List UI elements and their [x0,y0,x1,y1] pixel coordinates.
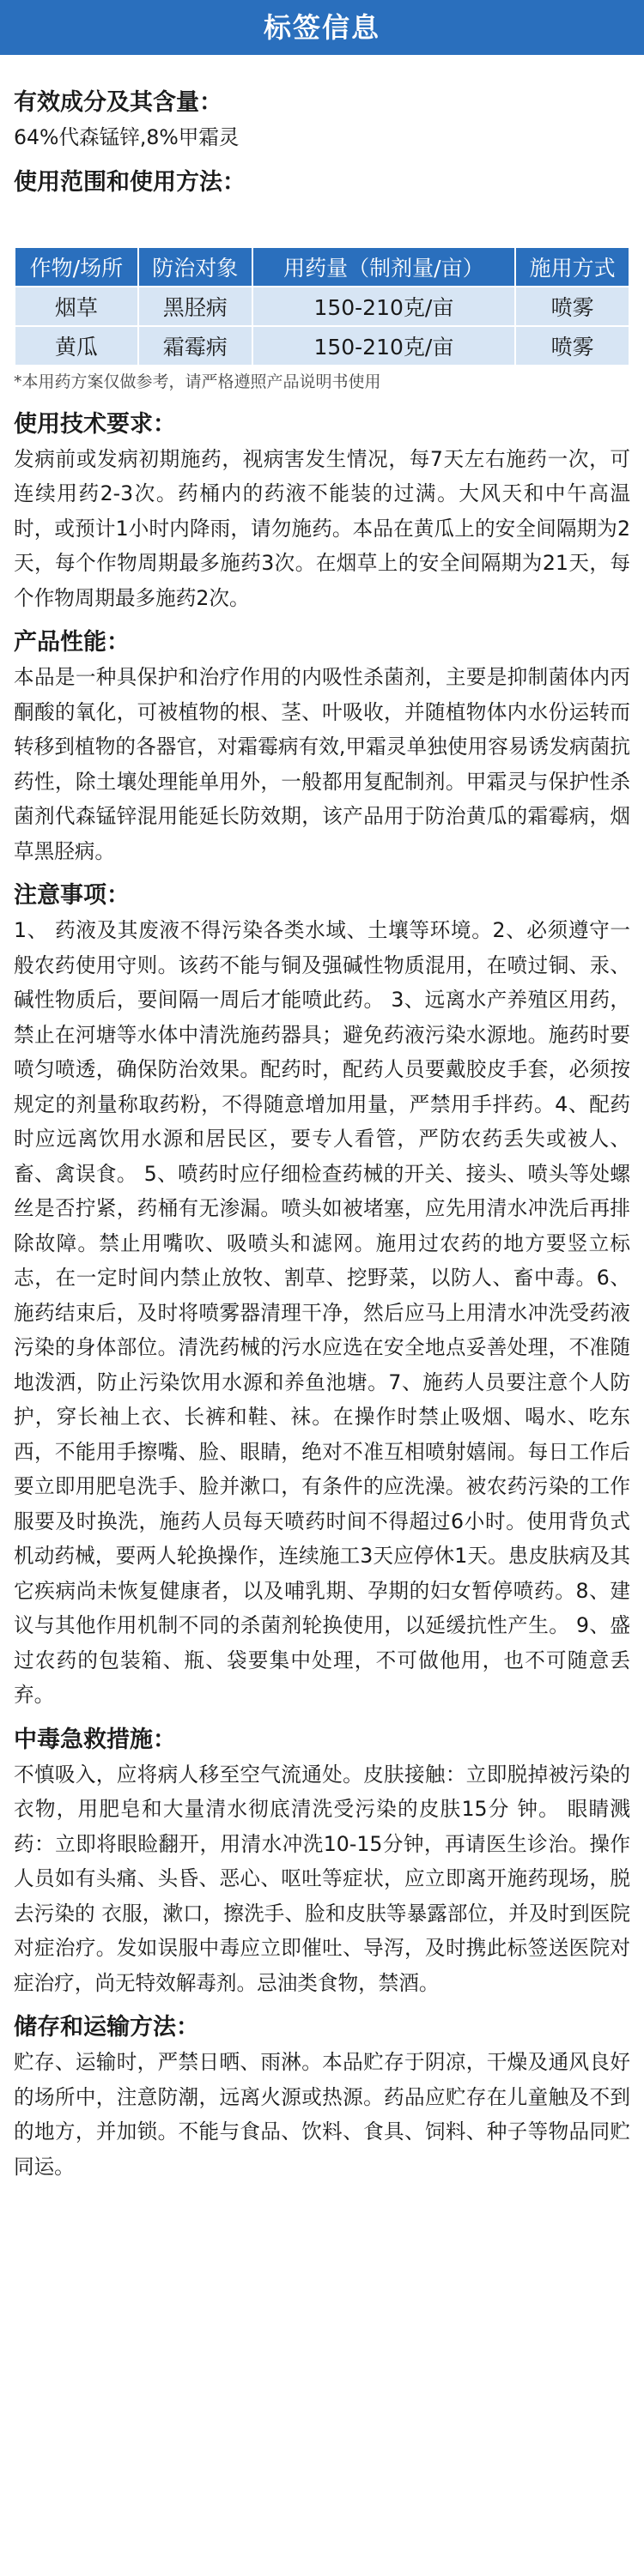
precautions-text: 1、 药液及其废液不得污染各类水域、土壤等环境。2、必须遵守一般农药使用守则。该药不能与铜及强碱性物质混用，在喷过铜、汞、碱性物质后，要间隔一周后才能喷此药。 3、远离水产养殖区用药，禁止在河塘等水体中清洗施药器具；避免药液污染水源地。施药时要喷匀喷透，确保防治效果。配药时，配药人员要戴胶皮手套，必须按规定的剂量称取药粉，不得随意增加用量，严禁用手拌药。4、配药时应远离饮用水源和居民区，要专人看管，严防农药丢失或被人、畜、禽误食。 5、喷药时应仔细检查药械的开关、接头、喷头等处螺丝是否拧紧，药桶有无渗漏。喷头如被堵塞，应先用清水冲洗后再排除故障。禁止用嘴吹、吸喷头和滤网。施用过农药的地方要竖立标志，在一定时间内禁止放牧、割草、挖野菜，以防人、畜中毒。6、施药结束后，及时将喷雾器清理干净，然后应马上用清水冲洗受药液污染的身体部位。清洗药械的污水应选在安全地点妥善处理，不准随地泼洒，防止污染饮用水源和养鱼池塘。7、施药人员要注意个人防护，穿长袖上衣、长裤和鞋、袜。在操作时禁止吸烟、喝水、吃东西，不能用手擦嘴、脸、眼睛，绝对不准互相喷射嬉闹。每日工作后要立即用肥皂洗手、脸并漱口，有条件的应洗澡。被农药污染的工作服要及时换洗，施药人员每天喷药时间不得超过6小时。使用背负式机动药械，要两人轮换操作，连续施工3天应停休1天。患皮肤病及其它疾病尚未恢复健康者，以及哺乳期、孕期的妇女暂停喷药。8、建议与其他作用机制不同的杀菌剂轮换使用，以延缓抗性产生。 9、盛过农药的包装箱、瓶、袋要集中处理，不可做他用，也不可随意丢弃。 [14,918,630,1707]
page-title: 标签信息 [263,11,380,44]
usage-table-header-row [15,247,629,287]
technique-text: 发病前或发病初期施药，视病害发生情况，每7天左右施药一次，可连续用药2-3次。药桶内的药液不能装的过满。大风天和中午高温时，或预计1小时内降雨，请勿施药。本品在黄瓜上的安全间隔期为2天，每个作物周期最多施药3次。在烟草上的安全间隔期为21天，每个作物周期最多施药2次。 [14,446,630,610]
table-cell-target: 黑胫病 [138,287,252,326]
table-row [15,287,629,326]
first-aid-heading: 中毒急救措施： [14,1726,176,1753]
performance-heading: 产品性能： [14,629,130,656]
column-header-target: 防治对象 [138,247,252,287]
label-content [0,55,644,2184]
table-cell-crop: 烟草 [15,287,138,326]
column-header-dosage: 用药量（制剂量/亩） [252,247,516,287]
usage-heading: 使用范围和使用方法： [14,168,246,196]
column-header-method: 施用方式 [515,247,629,287]
storage-heading: 储存和运输方法： [14,2014,199,2041]
table-cell-crop: 黄瓜 [15,326,138,366]
performance-text: 本品是一种具保护和治疗作用的内吸性杀菌剂，主要是抑制菌体内丙酮酸的氧化，可被植物的根、茎、叶吸收，并随植物体内水份运转而转移到植物的各器官，对霜霉病有效,甲霜灵单独使用容易诱发病菌抗药性，除土壤处理能单用外，一般都用复配制剂。甲霜灵与保护性杀菌剂代森锰锌混用能延长防效期，该产品用于防治黄瓜的霜霉病，烟草黑胫病。 [14,665,630,863]
precautions-heading: 注意事项： [14,882,130,909]
table-cell-dosage: 150-210克/亩 [252,326,516,366]
column-header-crop: 作物/场所 [15,247,138,287]
technique-heading: 使用技术要求： [14,410,176,438]
storage-text: 贮存、运输时，严禁日晒、雨淋。本品贮存于阴凉，干燥及通风良好的场所中，注意防潮，远离火源或热源。药品应贮存在儿童触及不到的地方，并加锁。不能与食品、饮料、食具、饲料、种子等物品同贮同运。 [14,2050,630,2179]
ingredients-heading: 有效成分及其含量： [14,89,222,116]
table-cell-dosage: 150-210克/亩 [252,287,516,326]
first-aid-text: 不慎吸入，应将病人移至空气流通处。皮肤接触：立即脱掉被污染的衣物，用肥皂和大量清水彻底清洗受污染的皮肤15分 钟。 眼睛溅药：立即将眼睑翻开，用清水冲洗10-15分钟，再请医生诊治。操作人员如有头痛、头昏、恶心、呕吐等症状，应立即离开施药现场，脱去污染的 衣服，漱口，擦洗手、脸和皮肤等暴露部位，并及时到医院对症治疗。发如误服中毒应立即催吐、导泻，及时携此标签送医院对症治疗，尚无特效解毒剂。忌油类食物，禁酒。 [14,1762,630,1995]
usage-note: *本用药方案仅做参考，请严格遵照产品说明书使用 [14,372,381,391]
page-title-banner [0,0,644,55]
table-cell-method: 喷雾 [515,326,629,366]
table-cell-method: 喷雾 [515,287,629,326]
table-cell-target: 霜霉病 [138,326,252,366]
table-row [15,326,629,366]
usage-table [14,246,630,366]
ingredients-text: 64%代森锰锌,8%甲霜灵 [14,125,240,149]
